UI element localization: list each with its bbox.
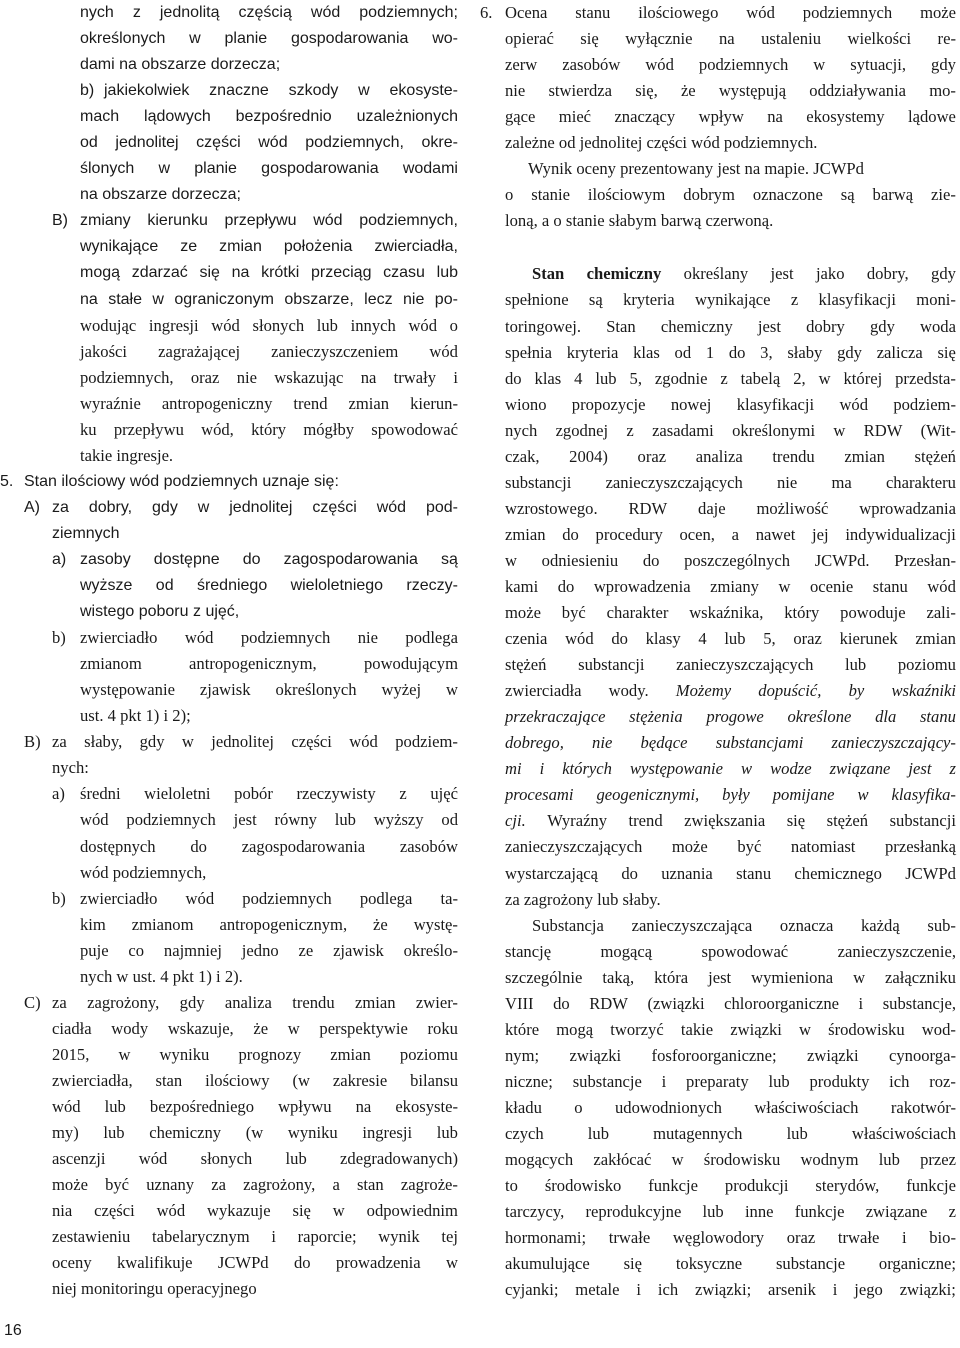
text-line: [480, 939, 956, 965]
text-line: [480, 156, 956, 182]
text-line: [480, 0, 956, 26]
text-line: [0, 1172, 458, 1198]
line-text: dami na obszarze dorzecza;: [80, 56, 281, 74]
text-line: [480, 1225, 956, 1251]
text-line: [0, 1146, 458, 1172]
text-line: [480, 782, 956, 808]
text-line: [480, 574, 956, 600]
line-text: zwierciadło wód podziemnych nie podlega: [80, 628, 458, 648]
line-text: do klas 4 lub 5, zgodnie z tabelą 2, w której przedsta-: [505, 368, 956, 388]
text-line: [0, 1094, 458, 1120]
text-line: [0, 417, 458, 443]
list-marker: B): [52, 212, 68, 230]
line-text: toringowej. Stan chemiczny jest dobry gdy woda: [505, 316, 956, 336]
line-text: to środowisko funkcje produkcji sterydów, funkcje: [505, 1176, 956, 1196]
text-line: [0, 651, 458, 677]
line-text: nych zgodnej z zasadami określonymi w RDW (Wit-: [505, 420, 956, 440]
line-text: wzrostowego. RDW daje możliwość wprowadzania: [505, 498, 956, 518]
line-text: wyraźnie antropogeniczny trend zmian kierun-: [80, 393, 458, 413]
line-text: zwierciadła wody. Możemy dopuścić, by wskaźniki: [505, 681, 956, 701]
line-text: dobrego, nie będące substancjami zanieczyszczający-: [505, 733, 956, 753]
line-text: zerw zasobów wód podziemnych w sytuacji, gdy: [505, 55, 956, 75]
line-text: wyższe od średniego wieloletniego rzeczy-: [80, 577, 458, 595]
text-line: [0, 938, 458, 964]
line-text: które mogą tworzyć takie związki w środowisku wod-: [505, 1019, 956, 1039]
text-line: [480, 366, 956, 392]
line-text: Substancja zanieczyszczająca oznacza każdą sub-: [532, 915, 956, 935]
text-line: [480, 1199, 956, 1225]
text-line: [480, 965, 956, 991]
text-line: [0, 781, 458, 807]
line-text: cyjanki; metale i ich związki; arsenik i jego związki;: [505, 1280, 956, 1300]
text-line: [480, 1251, 956, 1277]
line-text: średni wieloletni pobór rzeczywisty z ujęć: [80, 784, 458, 804]
list-marker: 5.: [0, 472, 14, 490]
text-line: [480, 1147, 956, 1173]
line-text: za zagrożony, gdy analiza trendu zmian zwier-: [52, 992, 458, 1012]
text-line: [480, 678, 956, 704]
text-line: [480, 522, 956, 548]
text-line: [0, 521, 458, 547]
text-line: [0, 1120, 458, 1146]
text-line: [0, 886, 458, 912]
text-line: [0, 78, 458, 104]
line-text: szczególnie taką, która jest wymieniona w załączniku: [505, 967, 956, 987]
text-line: [0, 130, 458, 156]
text-line: [480, 652, 956, 678]
text-line: [480, 418, 956, 444]
line-text: my) lub chemiczny (w wyniku ingresji lub: [52, 1123, 458, 1143]
line-text: nych w ust. 4 pkt 1) i 2).: [80, 966, 243, 986]
line-text: ku przepływu wód, który mógłby spowodować: [80, 419, 458, 439]
line-text: wistego poboru z ujęć,: [80, 603, 240, 621]
line-text: gące mieć znaczący wpływ na ekosystemy lądowe: [505, 107, 956, 127]
text-line: [0, 807, 458, 833]
left-column: [0, 0, 458, 1302]
text-line: [0, 469, 458, 495]
text-line: [480, 1017, 956, 1043]
line-text: wód lub bezpośredniego wpływu na ekosyste-: [52, 1096, 458, 1116]
paragraph-gap: [480, 234, 956, 261]
line-text: tarczycy, reprodukcyjne lub inne funkcje związane z: [505, 1202, 956, 1222]
line-text: zależne od jednolitej części wód podziemnych.: [505, 133, 818, 153]
text-line: [0, 182, 458, 208]
text-line: [0, 1224, 458, 1250]
line-text: na stałe w ograniczonym obszarze, lecz nie po-: [80, 290, 458, 308]
text-line: [0, 860, 458, 886]
line-text: mogą zdarzać się na krótki przeciąg czasu lub: [80, 264, 458, 282]
text-line: [0, 0, 458, 26]
text-line: [480, 730, 956, 756]
line-text: w odniesieniu do poszczególnych JCWPd. Przesłan-: [505, 550, 956, 570]
text-line: [0, 208, 458, 234]
line-text: 2015, w wyniku prognozy zmian poziomu: [52, 1044, 458, 1064]
line-text: akumulujące się toksyczne substancje organiczne;: [505, 1254, 956, 1274]
text-line: [480, 130, 956, 156]
text-line: [480, 26, 956, 52]
line-text: Wynik oceny prezentowany jest na mapie. JCWPd: [528, 159, 864, 179]
line-text: mach lądowych bezpośrednio uzależnionych: [80, 108, 458, 126]
text-line: [0, 156, 458, 182]
text-line: [0, 26, 458, 52]
line-text: VIII do RDW (związki chloroorganiczne i substancje,: [505, 993, 956, 1013]
list-marker: 6.: [480, 3, 493, 22]
text-line: [0, 495, 458, 521]
line-text: substancji zanieczyszczających nie ma charakteru: [505, 472, 956, 492]
line-text: mogących zakłócać w środowisku wodnym lub przez: [505, 1150, 956, 1170]
line-text: procesami geogenicznymi, były pomijane w klasyfika-: [505, 785, 956, 805]
text-line: [0, 729, 458, 755]
text-line: [0, 964, 458, 990]
line-text: ziemnych: [52, 524, 120, 542]
line-text: zwierciadło wód podziemnych podlega ta-: [80, 888, 458, 908]
line-text: nych:: [52, 758, 89, 778]
line-text: niej monitoringu operacyjnego: [52, 1279, 257, 1299]
list-marker: a): [52, 550, 67, 568]
line-text: wynikające ze zmian położenia zwierciadła,: [80, 238, 458, 256]
text-line: [480, 887, 956, 913]
line-text: zanieczyszczających może być natomiast przesłanką: [505, 837, 956, 857]
text-line: [480, 52, 956, 78]
text-line: [480, 834, 956, 860]
line-text: występowanie zjawisk określonych wyżej w: [80, 680, 458, 700]
text-line: [480, 314, 956, 340]
text-line: [0, 443, 458, 469]
text-line: [480, 991, 956, 1017]
line-text: nym; związki fosforoorganiczne; związki cynoorga-: [505, 1045, 956, 1065]
line-text: zmian do procedury ocen, a nawet jej indywidualizacji: [505, 524, 956, 544]
text-line: [480, 78, 956, 104]
text-line: [0, 703, 458, 729]
text-line: [480, 704, 956, 730]
text-line: [0, 547, 458, 573]
line-text: kami do wprowadzenia zmiany w ocenie stanu wód: [505, 576, 956, 596]
text-line: [0, 1068, 458, 1094]
line-text: na obszarze dorzecza;: [80, 186, 241, 204]
line-text: może być uznany za zagrożony, a stan zagroże-: [52, 1175, 458, 1195]
line-text: może być charakter wskaźnika, który powoduje zali-: [505, 603, 956, 623]
text-line: [480, 496, 956, 522]
line-text: ust. 4 pkt 1) i 2);: [80, 706, 191, 726]
text-line: [480, 444, 956, 470]
line-text: czak, 2004) oraz analiza trendu zmian stężeń: [505, 446, 956, 466]
line-text: opierać się wyłącznie na ustaleniu wielkości re-: [505, 29, 956, 49]
line-text: jakiekolwiek znaczne szkody w ekosyste-: [104, 82, 458, 100]
line-text: nia części wód wykazuje się w odpowiednim: [52, 1201, 458, 1221]
line-text: nych z jednolitą częścią wód podziemnych;: [80, 4, 458, 21]
line-text: cji. Wyraźny trend zwiększania się stężeń substancji: [505, 811, 956, 831]
line-text: jakości zagrażającej zanieczyszczeniem wód: [80, 341, 458, 361]
text-line: [0, 260, 458, 286]
text-line: [0, 677, 458, 703]
line-text: czych lub mutagennych lub właściwościach: [505, 1123, 956, 1143]
line-text: puje co najmniej jedno ze zjawisk określo-: [80, 940, 458, 960]
text-line: [0, 573, 458, 599]
text-line: [0, 313, 458, 339]
text-line: [0, 1042, 458, 1068]
text-line: [480, 600, 956, 626]
line-text: podziemnych, oraz nie wskazując na trwały i: [80, 367, 458, 387]
line-text: wiono propozycje nowej klasyfikacji wód podziem-: [505, 394, 956, 414]
line-text: kładu o udowodnionych właściwościach rakotwór-: [505, 1097, 956, 1117]
line-text: takie ingresje.: [80, 445, 174, 465]
line-text: spełnione są kryteria wynikające z klasyfikacji moni-: [505, 290, 956, 310]
text-line: [480, 808, 956, 834]
line-text: Stan ilościowy wód podziemnych uznaje się:: [24, 472, 339, 490]
text-line: [480, 1095, 956, 1121]
list-marker: B): [24, 732, 41, 752]
text-line: [0, 1016, 458, 1042]
list-marker: A): [24, 498, 40, 516]
list-marker: C): [24, 992, 41, 1012]
text-line: [0, 1276, 458, 1302]
line-text: ciadła wody wskazuje, że w perspektywie roku: [52, 1018, 458, 1038]
text-line: [480, 182, 956, 208]
text-line: [0, 52, 458, 78]
line-text: ascenzji wód słonych lub zdegradowanych): [52, 1149, 458, 1169]
text-line: [0, 104, 458, 130]
line-text: wystarczającą do uznania stanu chemicznego JCWPd: [505, 863, 956, 883]
line-text: zwierciadła, stan ilościowy (w zakresie bilansu: [52, 1070, 458, 1090]
text-line: [480, 1121, 956, 1147]
line-text: zmianom antropogenicznym, powodującym: [80, 654, 458, 674]
line-text: nie stwierdza się, że występują oddziaływania mo-: [505, 81, 956, 101]
line-text: niczne; substancje i preparaty lub produkty ich roz-: [505, 1071, 956, 1091]
text-line: [480, 208, 956, 234]
line-text: loną, a o stanie słabym barwą czerwoną.: [505, 211, 774, 231]
text-line: [0, 625, 458, 651]
text-line: [0, 339, 458, 365]
text-line: [0, 1198, 458, 1224]
line-text: za słaby, gdy w jednolitej części wód podziem-: [52, 732, 458, 752]
line-text: zmiany kierunku przepływu wód podziemnych,: [80, 212, 458, 230]
line-text: czenia wód do klasy 4 lub 5, oraz kierunek zmian: [505, 629, 956, 649]
line-text: mi i których występowanie w wodze związane jest z: [505, 759, 956, 779]
list-marker: b): [80, 82, 95, 100]
text-line: [480, 261, 956, 287]
text-line: [0, 755, 458, 781]
text-line: [0, 365, 458, 391]
text-line: [480, 470, 956, 496]
text-line: [480, 1277, 956, 1303]
line-text: za zagrożony lub słaby.: [505, 889, 661, 909]
list-marker: a): [52, 784, 65, 804]
line-text: wód podziemnych,: [80, 862, 207, 882]
list-marker: b): [52, 628, 66, 648]
line-text: zasoby dostępne do zagospodarowania są: [80, 550, 458, 568]
text-line: [0, 287, 458, 313]
text-line: [0, 391, 458, 417]
line-text: zestawieniu tabelarycznym i raporcie; wynik tej: [52, 1227, 458, 1247]
text-line: [480, 340, 956, 366]
line-text: hormonami; trwałe węglowodory oraz trwałe i bio-: [505, 1228, 956, 1248]
line-text: Ocena stanu ilościowego wód podziemnych może: [505, 3, 956, 22]
text-line: [480, 861, 956, 887]
text-line: [480, 1043, 956, 1069]
line-text: wód podziemnych jest równy lub wyższy od: [80, 810, 458, 830]
text-line: [480, 1173, 956, 1199]
text-line: [480, 913, 956, 939]
text-line: [480, 626, 956, 652]
page-number: 16: [4, 1322, 22, 1339]
line-text: od jednolitej części wód podziemnych, okre-: [80, 134, 458, 152]
text-line: [480, 287, 956, 313]
text-line: [480, 392, 956, 418]
list-marker: b): [52, 888, 66, 908]
line-text: stancję mogącą spowodować zanieczyszczenie,: [505, 941, 956, 961]
line-text: oceny kwalifikuje JCWPd do prowadzenia w: [52, 1253, 458, 1273]
right-column: [480, 0, 956, 1303]
text-line: [0, 1250, 458, 1276]
text-line: [0, 599, 458, 625]
line-text: określonych w planie gospodarowania wo-: [80, 30, 458, 48]
text-line: [480, 104, 956, 130]
text-line: [480, 1069, 956, 1095]
text-line: [0, 234, 458, 260]
text-line: [480, 548, 956, 574]
line-text: stężeń substancji zanieczyszczających lub poziomu: [505, 655, 956, 675]
line-text: przekraczające stężenia progowe określone dla stanu: [505, 707, 956, 727]
text-line: [0, 990, 458, 1016]
line-text: spełnia kryteria klas od 1 do 3, słaby gdy zalicza się: [505, 342, 956, 362]
line-text: o stanie ilościowym dobrym oznaczone są barwą zie-: [505, 185, 956, 205]
line-text: Stan chemiczny określany jest jako dobry, gdy: [532, 264, 956, 284]
line-text: za dobry, gdy w jednolitej części wód pod-: [52, 498, 458, 516]
text-line: [0, 834, 458, 860]
text-line: [0, 912, 458, 938]
line-text: kim zmianom antropogenicznym, że wystę-: [80, 914, 458, 934]
line-text: wodując ingresji wód słonych lub innych wód o: [80, 315, 458, 335]
line-text: dostępnych do zagospodarowania zasobów: [80, 836, 458, 856]
text-line: [480, 756, 956, 782]
line-text: ślonych w planie gospodarowania wodami: [80, 160, 458, 178]
